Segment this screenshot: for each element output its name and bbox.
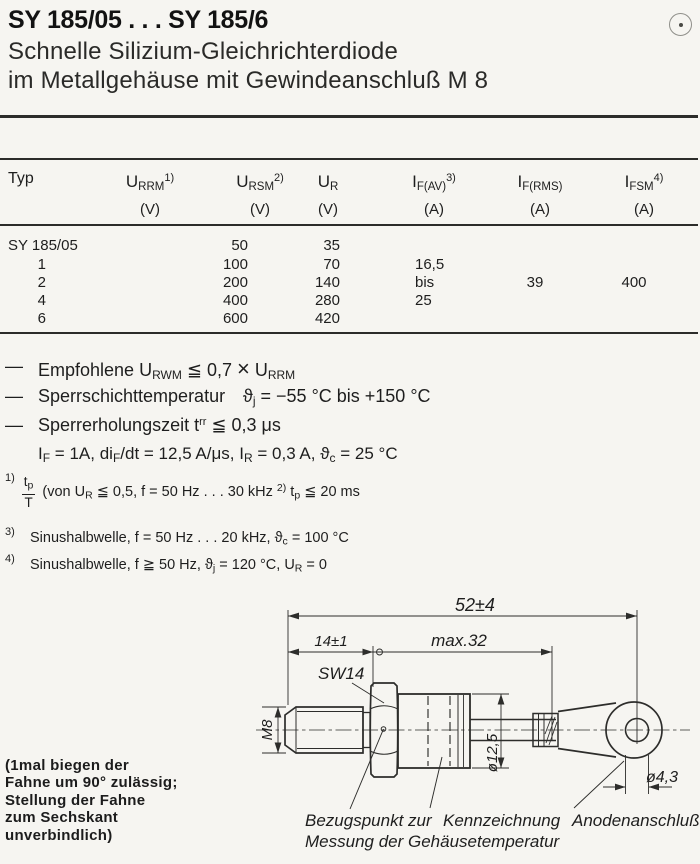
cell-ursm-value: 200 [222,274,248,291]
table-row [0,274,700,292]
drawing-callouts [305,811,700,851]
table-bottom-rule [0,332,698,334]
dash-bullet: — [5,386,23,406]
col-header-ifav: $I_{F(AV)}^{3)}$ (A) [412,172,456,218]
hole-diameter-label: ø4,3 [646,769,679,786]
cell-ursm-value: 600 [222,310,248,327]
cell-ur-value: 35 [323,237,340,254]
col-header-typ: Typ [8,170,34,187]
cell-ifav-value: 25 [415,292,432,309]
cell-typ: SY 185/05 [8,237,78,254]
label-bezugspunkt-line2: Messung der Gehäusetemperatur [305,832,560,851]
body-diameter-label: ø12,5 [484,733,501,773]
table-header-rule [0,224,698,226]
cell-ur-value: 140 [314,274,340,291]
case-body [398,694,470,768]
label-kennzeichnung: Kennzeichnung [443,811,561,830]
cell-ursm-value: 50 [231,237,248,254]
table-row [0,310,700,328]
col-header-ur: $U_R$ (V) [317,172,339,218]
table-row [0,256,700,274]
footnote-1: 1) $\frac{t_p}{T}$ (von $U_R$ ≦ 0,5, f = 50 Hz . . . 30 kHz $^{2)}$ $t_p$ ≦ 20 ms [5,472,360,510]
page-subtitle-line2: im Metallgehäuse mit Gewindeanschluß M 8 [8,67,489,94]
footnote-mark: 4) [5,553,15,565]
table-top-rule [0,158,698,160]
table-row [0,237,700,255]
package-outline-drawing [0,592,700,864]
cell-typ: 6 [37,310,46,327]
datasheet-page: SY 185/05 . . . SY 185/6 Schnelle Silizium-Gleichrichterdiode im Metallgehäuse mit Gewindeanschluß M 8 Typ $U_{RRM}^{1)}$ (V) $U_{RSM}^{2)}$ (V) $U_R$ (V) $I_{F(AV)}^{3)}$ (A) $I_{F(RMS)}$ (A) $I_{FSM}^{4)}$ (A) SY 185/05 50 35 1 100 70 16,5 2 200 140 bis 39 400 4 400 280 25 6 600 420 — Empfohlene $U_{RWM}$ ≦ $0,7 \times U_{RRM}$ — Sperrschichttemperatur $ϑ_j = -55$ °C bis +150 °C — Sperrerholungszeit $t^{rr}$ ≦ 0,3 μs $I_F = 1A$, $di_F/dt = 12,5$ A/μs, $I_R = 0,3$ A, $ϑ_c = 25$ °C 1) $\frac{t_p}{T}$ (von $U_R$ ≦ 0,5, f = 50 Hz . . . 30 kHz $^{2)}$ $t_p$ ≦ 20 ms 3) Sinushalbwelle, f = 50 Hz . . . 20 kHz, $ϑ_c = 100$ °C 4) Sinushalbwelle, f ≧ 50 Hz, $ϑ_j = 120$ °C, $U_R = 0$ (1mal biegen der Fahne um 90° zulässig; Stellung der Fahne zum Sechskant unverbindlich) 52±4 14±1 max.32 SW14 M8 ø12,5 ø4,3 Bezugspunkt zur Messung der Gehäusetemperatur Kennzeichnung Anodenanschluß [0,0,700,864]
label-bezugspunkt-line1: Bezugspunkt zur [305,811,432,830]
cell-ur-value: 420 [314,310,340,327]
dim-m8 [259,707,286,753]
footnote-mark: 1) [5,472,15,484]
col-header-ursm: $U_{RSM}^{2)}$ (V) [236,172,284,218]
dim-body-label: max.32 [431,631,487,650]
circle-dot-icon-center [679,23,683,27]
dim-stud-label: 14±1 [314,633,348,650]
col-header-urrm: $U_{RRM}^{1)}$ (V) [125,172,175,218]
dim-hole-diameter [603,755,678,794]
col-header-ifsm: $I_{FSM}^{4)}$ (A) [624,172,664,218]
cell-ur-value: 280 [314,292,340,309]
fraction-tp-T: $\frac{t_p}{T}$ [23,474,34,510]
cell-ifav-value: bis [415,274,435,291]
dim-total-label: 52±4 [455,595,495,615]
cell-typ: 4 [37,292,46,309]
page-title: SY 185/05 . . . SY 185/6 [8,6,269,34]
table-row [0,292,700,310]
side-note-bending: (1mal biegen der Fahne um 90° zulässig; Stellung der Fahne zum Sechskant unverbindlich) [5,757,178,844]
header-rule [0,115,698,118]
cell-typ: 2 [37,274,46,291]
cell-typ: 1 [37,256,46,273]
cell-ifsm-value: 400 [621,274,647,291]
page-subtitle [8,37,488,95]
multiply-sign: × [236,356,250,381]
cell-ur-value: 70 [323,256,340,273]
col-header-ifrms: $I_{F(RMS)}$ (A) [517,172,563,218]
thread-label: M8 [259,719,276,741]
label-anodenanschluss: Anodenanschluß [572,811,700,830]
circle-dot-icon [669,13,692,36]
dash-bullet: — [5,356,23,376]
cell-ifav-value: 16,5 [415,256,445,273]
svg-text:SW14: SW14 [318,664,365,683]
footnote-mark: 3) [5,526,15,538]
page-subtitle-line1: Schnelle Silizium-Gleichrichterdiode [8,38,399,65]
cell-ifrms-value: 39 [526,274,544,291]
dash-bullet: — [5,415,23,435]
dim-14-1-max32 [288,631,552,741]
dim-body-diameter [472,694,509,772]
cell-ursm-value: 400 [222,292,248,309]
cell-ursm-value: 100 [222,256,248,273]
